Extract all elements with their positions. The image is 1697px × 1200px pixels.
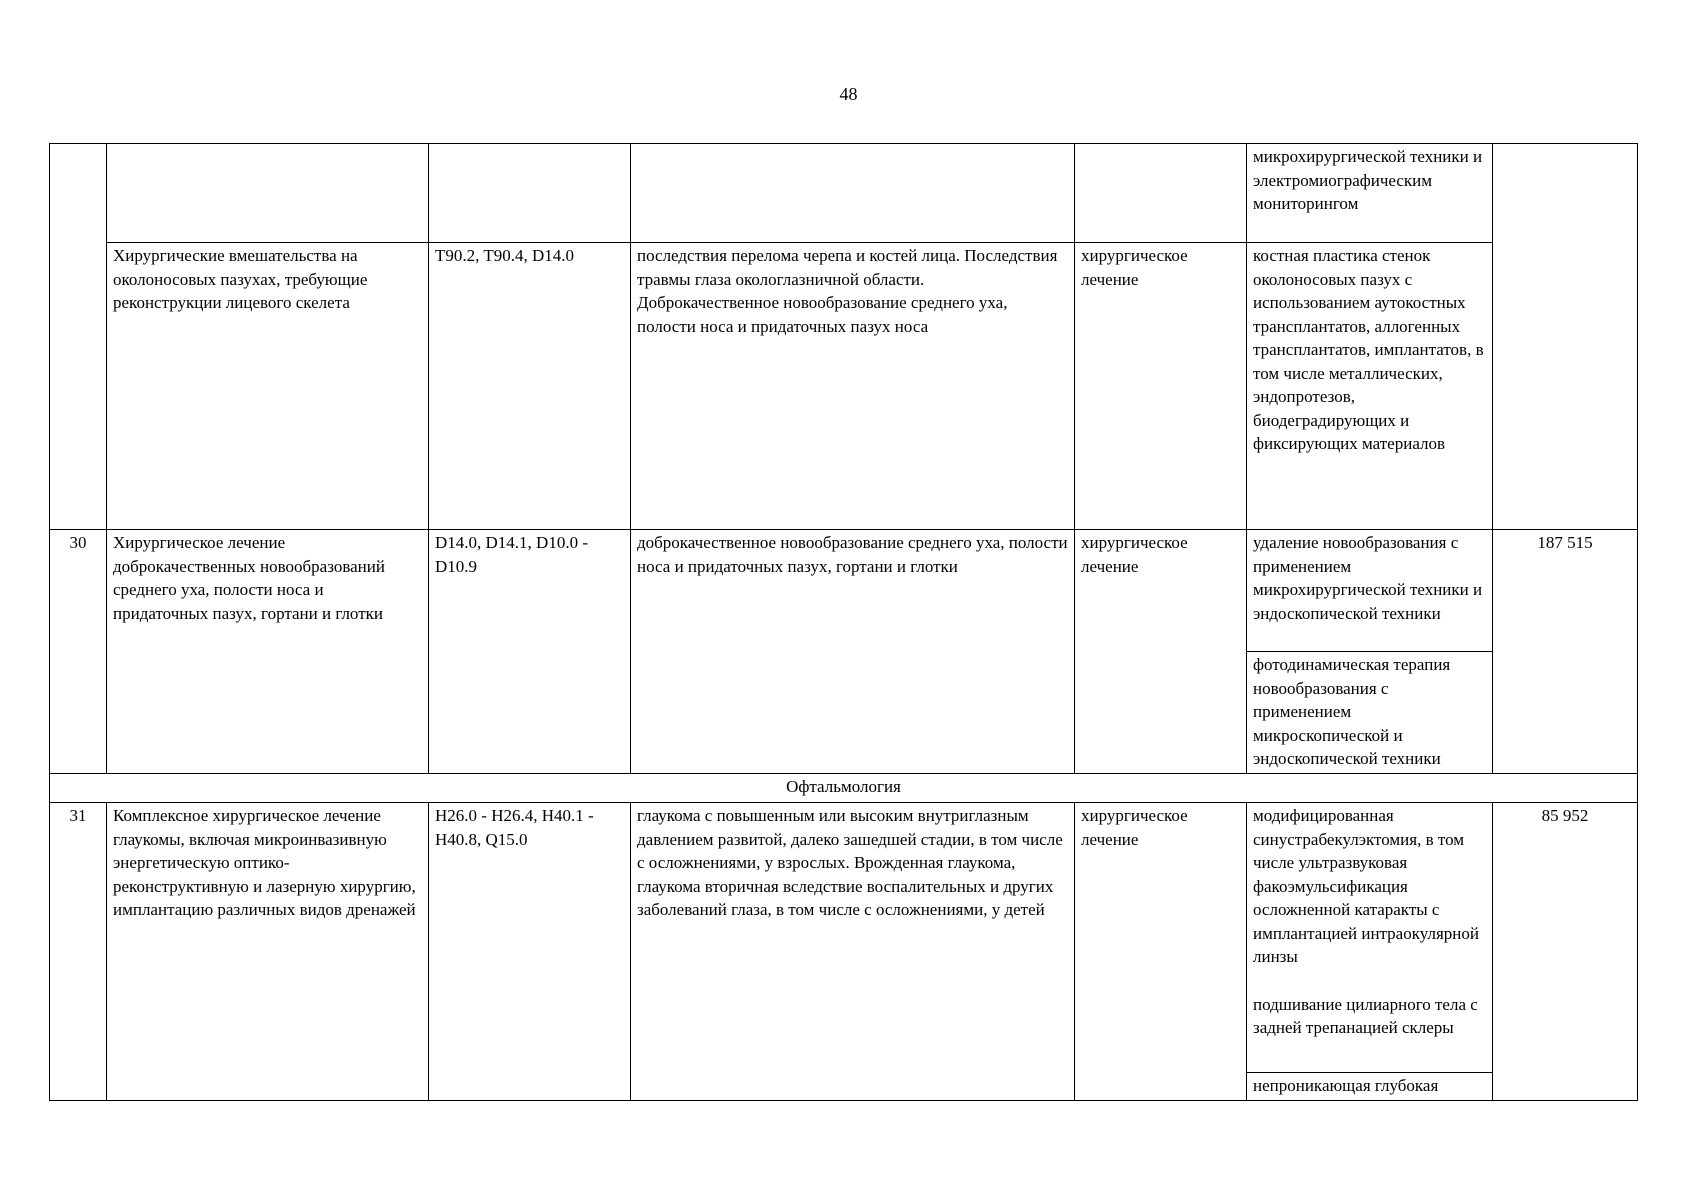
- codes-cell: T90.2, T90.4, D14.0: [429, 243, 631, 530]
- codes-cell: D14.0, D14.1, D10.0 - D10.9: [429, 530, 631, 774]
- type-cell: хирургическое лечение: [1075, 803, 1247, 1101]
- section-title: Офтальмология: [50, 774, 1638, 803]
- section-row: [50, 774, 1638, 803]
- type-cell: [1075, 144, 1247, 243]
- number-cell: 31: [50, 803, 107, 1101]
- model-cell: последствия перелома черепа и костей лица. Последствия травмы глаза окологлазничной области. Доброкачественное новообразование среднего уха, полости носа и придаточных пазух носа: [631, 243, 1075, 530]
- page-number: 48: [839, 84, 858, 104]
- table-row: [50, 243, 1638, 530]
- model-cell: доброкачественное новообразование среднего уха, полости носа и придаточных пазух, гортани и глотки: [631, 530, 1075, 774]
- name-cell: [107, 144, 429, 243]
- type-cell: хирургическое лечение: [1075, 530, 1247, 774]
- table-row: [50, 144, 1638, 243]
- cost-cell: [1493, 144, 1638, 530]
- method-cell: [1247, 803, 1493, 1073]
- services-table: [49, 143, 1638, 1101]
- model-cell: [631, 144, 1075, 243]
- number-cell: 30: [50, 530, 107, 774]
- name-cell: Комплексное хирургическое лечение глаукомы, включая микроинвазивную энергетическую оптико-реконструктивную и лазерную хирургию, имплантацию различных видов дренажей: [107, 803, 429, 1101]
- method-cell: микрохирургической техники и электромиографическим мониторингом: [1247, 144, 1493, 243]
- name-cell: Хирургические вмешательства на околоносовых пазухах, требующие реконструкции лицевого скелета: [107, 243, 429, 530]
- table-row: [50, 803, 1638, 1073]
- method-text: модифицированная синустрабекулэктомия, в том числе ультразвуковая факоэмульсификация осложненной катаракты с имплантацией интраокулярной линзы: [1253, 806, 1479, 966]
- table-row: [50, 530, 1638, 652]
- number-cell: [50, 144, 107, 530]
- method-text: подшивание цилиарного тела с задней трепанацией склеры: [1253, 994, 1478, 1037]
- codes-cell: [429, 144, 631, 243]
- method-cell: непроникающая глубокая: [1247, 1073, 1493, 1101]
- spacer: [1253, 969, 1486, 993]
- type-cell: хирургическое лечение: [1075, 243, 1247, 530]
- codes-cell: H26.0 - H26.4, H40.1 - H40.8, Q15.0: [429, 803, 631, 1101]
- cost-cell: 85 952: [1493, 803, 1638, 1101]
- cost-cell: 187 515: [1493, 530, 1638, 774]
- method-cell: удаление новообразования с применением микрохирургической техники и эндоскопической техники: [1247, 530, 1493, 652]
- method-cell: фотодинамическая терапия новообразования с применением микроскопической и эндоскопической техники: [1247, 652, 1493, 774]
- name-cell: Хирургическое лечение доброкачественных новообразований среднего уха, полости носа и придаточных пазух, гортани и глотки: [107, 530, 429, 774]
- method-cell: костная пластика стенок околоносовых пазух с использованием аутокостных трансплантатов, аллогенных трансплантатов, имплантатов, в том числе металлических, эндопротезов, биодеградирующих и фиксирующих материалов: [1247, 243, 1493, 530]
- model-cell: глаукома с повышенным или высоким внутриглазным давлением развитой, далеко зашедшей стадии, в том числе с осложнениями, у взрослых. Врожденная глаукома, глаукома вторичная вследствие воспалительных и других заболеваний глаза, в том числе с осложнениями, у детей: [631, 803, 1075, 1101]
